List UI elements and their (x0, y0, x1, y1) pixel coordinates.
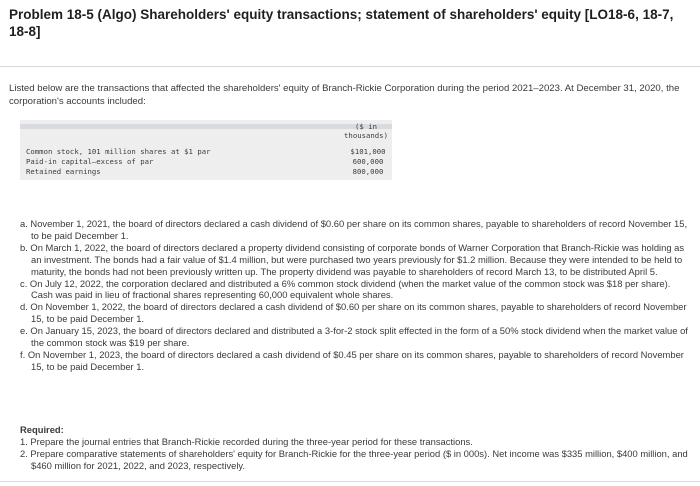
row-value: 600,000 (352, 157, 384, 166)
required-item: 2. Prepare comparative statements of shareholders' equity for Branch-Rickie for the three-year period ($ in 000s). Net income was $335 million, $400 million, and $460 million for 2021, 2022, and 2023, respectively. (20, 447, 688, 471)
required-item: 1. Prepare the journal entries that Branch-Rickie recorded during the three-year period for these transactions. (20, 435, 473, 447)
table-row (26, 157, 386, 166)
intro-text: Listed below are the transactions that affected the shareholders' equity of Branch-Rickie Corporation during the period 2021–2023. At December 31, 2020, the corporation's accounts included: (9, 83, 680, 107)
unit-header-line-1: ($ in (355, 122, 377, 131)
table-row (26, 167, 386, 176)
table-row (26, 147, 386, 156)
transaction-item: d. On November 1, 2022, the board of directors declared a cash dividend of $0.60 per share on its common shares, payable to shareholders of record November 15, to be paid December 1. (20, 301, 687, 325)
transaction-item: c. On July 12, 2022, the corporation declared and distributed a 6% common stock dividend (when the market value of the common stock was $18 per share). Cash was paid in lieu of fractional shares representing 60,000 equivalent whole shares. (20, 277, 671, 301)
row-label: Paid-in capital—excess of par (26, 157, 154, 166)
table-header-band (20, 124, 392, 129)
transaction-item: a. November 1, 2021, the board of directors declared a cash dividend of $0.60 per share on its common shares, payable to shareholders of record November 15, to be paid December 1. (20, 218, 688, 241)
problem-title: Problem 18-5 (Algo) Shareholders' equity transactions; statement of shareholders' equity [LO18-6, 18-7, 18-8] (9, 7, 674, 39)
accounts-table (20, 120, 392, 180)
required-title: Required: (20, 424, 64, 435)
bottom-divider (0, 481, 700, 482)
transaction-item: f. On November 1, 2023, the board of directors declared a cash dividend of $0.45 per share on its common shares, payable to shareholders of record November 15, to be paid December 1. (20, 348, 684, 372)
title-divider (0, 66, 700, 67)
transaction-item: e. On January 15, 2023, the board of directors declared and distributed a 3-for-2 stock split effected in the form of a 50% stock dividend when the market value of the common stock was $19 per share. (20, 325, 688, 349)
row-label: Common stock, 101 million shares at $1 par (26, 147, 211, 156)
transactions-list (20, 218, 692, 373)
row-value: $101,000 (350, 147, 386, 156)
unit-header (340, 122, 392, 140)
unit-header-line-2: thousands) (344, 131, 388, 140)
row-value: 800,000 (352, 167, 384, 176)
transaction-item: b. On March 1, 2022, the board of directors declared a property dividend consisting of corporate bonds of Warner Corporation that Branch-Rickie was holding as an investment. The bonds had a fair value of $1.4 million, but were purchased two years previously for $1.2 million. Because they were intended to be held to maturity, the bonds had not been previously written up. The property dividend was payable to shareholders of record March 13, to be distributed April 5. (20, 241, 685, 277)
row-label: Retained earnings (26, 167, 101, 176)
required-section (20, 424, 692, 472)
